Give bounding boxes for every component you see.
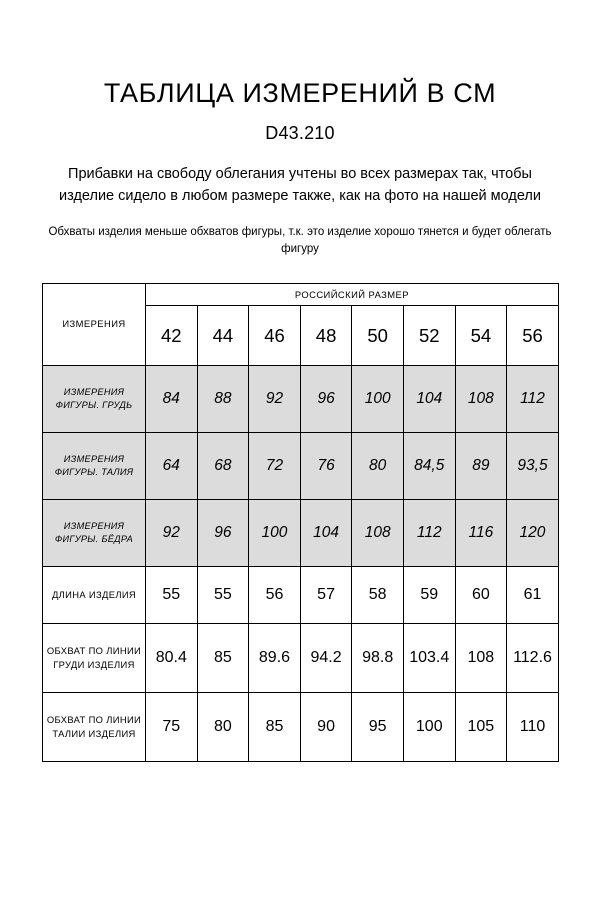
table-cell: 92 xyxy=(249,366,301,433)
size-table-container xyxy=(42,283,558,762)
table-cell: 80 xyxy=(197,693,249,762)
table-cell: 55 xyxy=(146,567,198,624)
table-cell: 57 xyxy=(300,567,352,624)
column-header-size-56: 56 xyxy=(507,306,559,366)
table-cell: 100 xyxy=(352,366,404,433)
page-title: ТАБЛИЦА ИЗМЕРЕНИЙ В СМ xyxy=(103,78,497,108)
table-cell: 92 xyxy=(146,500,198,567)
table-cell: 94.2 xyxy=(300,624,352,693)
size-table xyxy=(42,283,559,762)
table-cell: 90 xyxy=(300,693,352,762)
table-row xyxy=(43,366,559,433)
column-header-size-52: 52 xyxy=(403,306,455,366)
table-cell: 112 xyxy=(403,500,455,567)
table-row xyxy=(43,624,559,693)
table-cell: 120 xyxy=(507,500,559,567)
table-cell: 80 xyxy=(352,433,404,500)
table-cell: 112 xyxy=(507,366,559,433)
table-cell: 84,5 xyxy=(403,433,455,500)
table-cell: 85 xyxy=(197,624,249,693)
table-cell: 59 xyxy=(403,567,455,624)
table-header-group-row xyxy=(43,284,559,306)
table-cell: 112.6 xyxy=(507,624,559,693)
table-cell: 110 xyxy=(507,693,559,762)
table-cell: 68 xyxy=(197,433,249,500)
table-cell: 103.4 xyxy=(403,624,455,693)
column-header-size-44: 44 xyxy=(197,306,249,366)
column-header-size-48: 48 xyxy=(300,306,352,366)
column-header-size-50: 50 xyxy=(352,306,404,366)
table-cell: 76 xyxy=(300,433,352,500)
table-cell: 108 xyxy=(455,624,507,693)
table-cell: 89 xyxy=(455,433,507,500)
table-cell: 116 xyxy=(455,500,507,567)
note-stretch-fit: Обхваты изделия меньше обхватов фигуры, т.к. это изделие хорошо тянется и будет облегать фигуру xyxy=(48,225,552,255)
column-header-size-54: 54 xyxy=(455,306,507,366)
table-row xyxy=(43,693,559,762)
table-cell: 61 xyxy=(507,567,559,624)
column-header-size-46: 46 xyxy=(249,306,301,366)
column-header-measurements: ИЗМЕРЕНИЯ xyxy=(43,284,146,366)
column-header-size-42: 42 xyxy=(146,306,198,366)
row-label: ИЗМЕРЕНИЯ ФИГУРЫ. ГРУДЬ xyxy=(43,366,146,433)
note-ease-allowance: Прибавки на свободу облегания учтены во всех размерах так, чтобы изделие сидело в любом размере также, как на фото на нашей модели xyxy=(59,165,541,205)
row-label: ИЗМЕРЕНИЯ ФИГУРЫ. БЁДРА xyxy=(43,500,146,567)
table-cell: 100 xyxy=(403,693,455,762)
table-cell: 72 xyxy=(249,433,301,500)
table-cell: 56 xyxy=(249,567,301,624)
table-cell: 88 xyxy=(197,366,249,433)
table-cell: 108 xyxy=(352,500,404,567)
table-cell: 95 xyxy=(352,693,404,762)
table-cell: 60 xyxy=(455,567,507,624)
table-cell: 105 xyxy=(455,693,507,762)
table-cell: 96 xyxy=(197,500,249,567)
table-row xyxy=(43,567,559,624)
table-row xyxy=(43,500,559,567)
table-cell: 84 xyxy=(146,366,198,433)
table-cell: 85 xyxy=(249,693,301,762)
table-cell: 100 xyxy=(249,500,301,567)
table-cell: 98.8 xyxy=(352,624,404,693)
table-row xyxy=(43,433,559,500)
table-cell: 104 xyxy=(300,500,352,567)
table-cell: 80.4 xyxy=(146,624,198,693)
product-code: D43.210 xyxy=(265,122,335,143)
table-cell: 96 xyxy=(300,366,352,433)
table-cell: 89.6 xyxy=(249,624,301,693)
row-label: ДЛИНА ИЗДЕЛИЯ xyxy=(43,567,146,624)
table-cell: 58 xyxy=(352,567,404,624)
row-label: ОБХВАТ ПО ЛИНИИ ГРУДИ ИЗДЕЛИЯ xyxy=(43,624,146,693)
table-cell: 75 xyxy=(146,693,198,762)
table-cell: 93,5 xyxy=(507,433,559,500)
table-cell: 104 xyxy=(403,366,455,433)
column-header-russian-size: РОССИЙСКИЙ РАЗМЕР xyxy=(146,284,559,306)
row-label: ИЗМЕРЕНИЯ ФИГУРЫ. ТАЛИЯ xyxy=(43,433,146,500)
row-label: ОБХВАТ ПО ЛИНИИ ТАЛИИ ИЗДЕЛИЯ xyxy=(43,693,146,762)
table-cell: 64 xyxy=(146,433,198,500)
table-cell: 55 xyxy=(197,567,249,624)
table-cell: 108 xyxy=(455,366,507,433)
